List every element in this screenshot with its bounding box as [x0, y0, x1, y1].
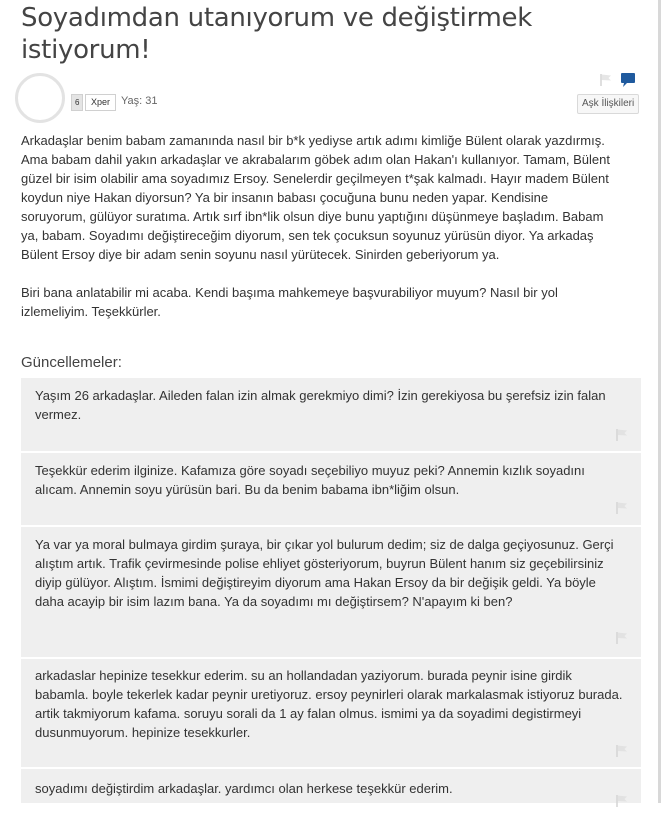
update-item: [21, 453, 641, 525]
updates-heading: Güncellemeler:: [21, 354, 122, 371]
user-age: Yaş: 31: [121, 95, 158, 107]
comment-icon[interactable]: [620, 72, 636, 93]
update-item: [21, 527, 641, 657]
flag-icon[interactable]: [615, 631, 629, 650]
flag-icon[interactable]: [615, 428, 629, 447]
update-item: [21, 769, 641, 803]
user-rank-badge: Xper: [85, 94, 116, 111]
avatar[interactable]: [15, 73, 65, 123]
question-title: Soyadımdan utanıyorum ve değiştirmek istiyorum!: [21, 3, 532, 65]
update-text: arkadaslar hepinize tesekkur ederim. su an hollandadan yaziyorum. burada peynir isine girdik babamla. boyle tekerlek kadar peynir uretiyoruz. ersoy peynirleri olarak markalasmak istiyoruz burada. artik takmiyorum kafama. soruyu sorali da 1 ay falan olmus. ismimi ya da soyadimi degistirmeyi dusunmuyorum. hepinize tesekkurler.: [35, 668, 623, 740]
flag-icon[interactable]: [599, 73, 613, 92]
update-text: Teşekkür ederim ilginize. Kafamıza göre soyadı seçebiliyo muyuz peki? Annemin kızlık soyadını alıcam. Annemin soyu yürüsün bari. Bu da benim babama ibn*liğim olsun.: [35, 463, 585, 497]
flag-icon[interactable]: [615, 794, 629, 813]
question-paragraph: Arkadaşlar benim babam zamanında nasıl bir b*k yediyse artık adımı kimliğe Bülent olarak yazdırmış. Ama babam dahil yakın arkadaşlar ve akrabalarım göbek adım olan Hakan'ı kullanıyor. Tamam, Bülent güzel bir isim olabilir ama soyadımız Ersoy. Senelerdir geçilmeyen t*şak kalmadı. Hayır madem Bülent koydun niye Hakan diyorsun? Ya bir insanın babası çocuğuna bunu neden yapar. Kendisine soruyorum, gülüyor suratıma. Artık sırf ibn*lik olsun diye bunu yaptığını düşünmeye başladım. Babam ya, babam. Soyadımı değiştireceğim diyorum, sen tek çocuksun soyunuz yürüsün diyor. Ya arkadaş Bülent Ersoy diye bir adam senin soyunu nasıl yürütecek. Sinirden geberiyorum ya.: [21, 133, 610, 262]
question-body: [21, 131, 611, 321]
update-text: soyadımı değiştirdim arkadaşlar. yardımcı olan herkese teşekkür ederim.: [35, 781, 453, 796]
update-item: [21, 659, 641, 767]
update-text: Yaşım 26 arkadaşlar. Aileden falan izin almak gerekmiyo dimi? İzin gerekiyosa bu şerefsiz izin falan vermez.: [35, 388, 606, 422]
flag-icon[interactable]: [615, 744, 629, 763]
update-item: [21, 378, 641, 451]
user-level-badge: 6: [71, 94, 83, 111]
category-tag[interactable]: Aşk İlişkileri: [577, 94, 639, 114]
update-text: Ya var ya moral bulmaya girdim şuraya, bir çıkar yol bulurum dedim; siz de dalga geçiyosunuz. Gerçi alıştım artık. Trafik çevirmesinde polise ehliyet gösteriyorum, buyrun Bülent hanım siz geçebilirsiniz diyip gülüyor. Alıştım. İsmimi değiştireyim diyorum ama Hakan Ersoy da bir değişik geldi. Ya böyle daha acayip bir isim lazım bana. Ya da soyadımı mı değiştirsem? N'apayım ki ben?: [35, 537, 614, 609]
flag-icon[interactable]: [615, 501, 629, 520]
question-paragraph: Biri bana anlatabilir mi acaba. Kendi başıma mahkemeye başvurabiliyor muyum? Nasıl bir yol izlemeliyim. Teşekkürler.: [21, 285, 558, 319]
